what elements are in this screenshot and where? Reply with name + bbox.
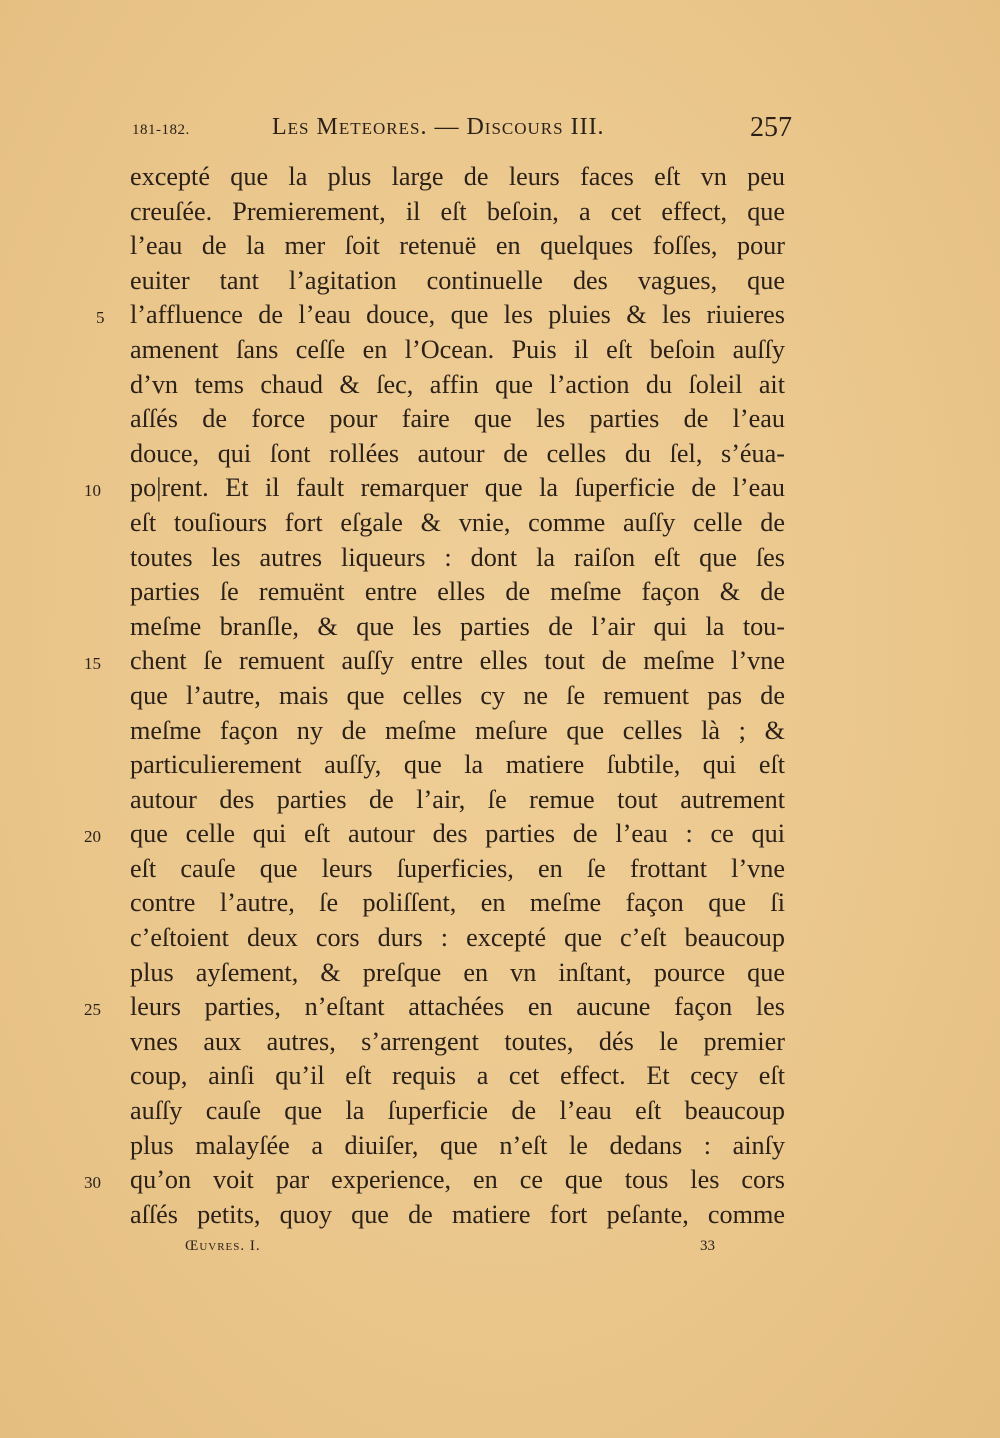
text-line: eſt cauſe que leurs ſuperficies, en ſe frottant l’vne <box>130 853 785 883</box>
text-line: plus malayſée a diuiſer, que n’eſt le dedans : ainſy <box>130 1130 785 1160</box>
line-number: 25 <box>84 1000 101 1020</box>
text-line: amenent ſans ceſſe en l’Ocean. Puis il eſt beſoin auſſy <box>130 334 785 364</box>
running-title: Les Meteores. — Discours III. <box>272 114 605 140</box>
text-line: aſſés de force pour faire que les parties de l’eau <box>130 404 785 434</box>
text-line: euiter tant l’agitation continuelle des vagues, que <box>130 265 785 295</box>
text-line: qu’on voit par experience, en ce que tous les cors <box>130 1165 785 1195</box>
text-line: creuſée. Premierement, il eſt beſoin, a cet effect, que <box>130 196 785 226</box>
text-line: l’eau de la mer ſoit retenuë en quelques foſſes, pour <box>130 231 785 261</box>
text-line: meſme façon ny de meſme meſure que celles là ; & <box>130 715 785 745</box>
text-line: po|rent. Et il fault remarquer que la ſuperficie de l’eau <box>130 473 785 503</box>
line-number: 5 <box>96 308 105 328</box>
gathering-number: 33 <box>700 1238 715 1254</box>
text-line: l’affluence de l’eau douce, que les pluies & les riuieres <box>130 300 785 330</box>
text-line: auſſy cauſe que la ſuperficie de l’eau eſt beaucoup <box>130 1096 785 1126</box>
line-number: 15 <box>84 654 101 674</box>
text-line: d’vn tems chaud & ſec, affin que l’action du ſoleil ait <box>130 369 785 399</box>
line-number: 20 <box>84 827 101 847</box>
running-header <box>132 112 792 152</box>
text-line: parties ſe remuënt entre elles de meſme façon & de <box>130 577 785 607</box>
body-text <box>130 160 785 1232</box>
text-line: autour des parties de l’air, ſe remue tout autrement <box>130 784 785 814</box>
text-line: toutes les autres liqueurs : dont la raiſon eſt que ſes <box>130 542 785 572</box>
text-line: vnes aux autres, s’arrengent toutes, dés le premier <box>130 1026 785 1056</box>
text-line: douce, qui ſont rollées autour de celles du ſel, s’éua- <box>130 438 785 468</box>
text-line: chent ſe remuent auſſy entre elles tout de meſme l’vne <box>130 646 785 676</box>
article-range: 181-182. <box>132 122 190 138</box>
text-line: coup, ainſi qu’il eſt requis a cet effect. Et cecy eſt <box>130 1061 785 1091</box>
text-line: que l’autre, mais que celles cy ne ſe remuent pas de <box>130 680 785 710</box>
text-line: eſt touſiours fort eſgale & vnie, comme auſſy celle de <box>130 507 785 537</box>
text-line: que celle qui eſt autour des parties de l’eau : ce qui <box>130 819 785 849</box>
text-line: particulierement auſſy, que la matiere ſubtile, qui eſt <box>130 750 785 780</box>
page-number: 257 <box>750 112 792 143</box>
text-line: meſme branſle, & que les parties de l’air qui la tou- <box>130 611 785 641</box>
page-footer <box>185 1238 715 1262</box>
line-number: 10 <box>84 481 101 501</box>
line-number: 30 <box>84 1173 101 1193</box>
text-line: leurs parties, n’eſtant attachées en aucune façon les <box>130 992 785 1022</box>
text-line: contre l’autre, ſe poliſſent, en meſme façon que ſi <box>130 888 785 918</box>
text-line: c’eſtoient deux cors durs : excepté que c’eſt beaucoup <box>130 923 785 953</box>
signature-mark: Œuvres. I. <box>185 1238 261 1254</box>
text-line: plus ayſement, & preſque en vn inſtant, pource que <box>130 957 785 987</box>
text-line: excepté que la plus large de leurs faces eſt vn peu <box>130 162 785 191</box>
text-line: aſſés petits, quoy que de matiere fort peſante, comme <box>130 1199 785 1229</box>
